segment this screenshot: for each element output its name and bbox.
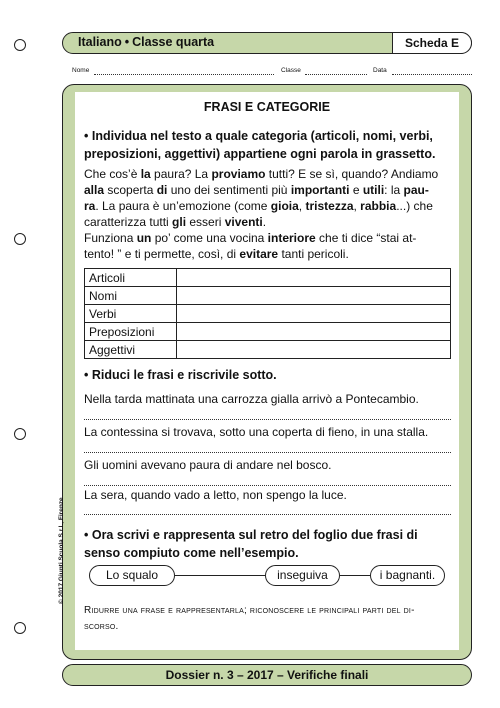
bold-word: gioia: [270, 199, 299, 213]
text-line: [84, 198, 464, 214]
header-subject: Italiano: [78, 35, 122, 49]
text-segment: scoperta: [104, 183, 157, 197]
scheda-label: Scheda E: [392, 32, 472, 54]
exercise1-instruction-line: preposizioni, aggettivi) appartiene ogni parola in grassetto.: [84, 147, 436, 161]
bold-word: viventi: [224, 215, 263, 229]
header-title: [78, 35, 214, 49]
bold-word: importanti: [290, 183, 350, 197]
bold-word: tristezza: [305, 199, 354, 213]
worksheet-title: FRASI E CATEGORIE: [203, 100, 331, 114]
text-segment: ,: [298, 199, 306, 213]
exercise3-instruction-line: senso compiuto come nell’esempio.: [84, 546, 299, 560]
binder-hole-bottom: [14, 622, 26, 634]
objectives-line: Ridurre una frase e rappresentarla; riconoscere le principali parti del di-: [84, 605, 415, 616]
answer-line-4[interactable]: [84, 514, 451, 515]
bold-word: rabbia: [360, 199, 397, 213]
text-segment: : la: [384, 183, 404, 197]
category-label: Nomi: [85, 287, 177, 305]
category-label: Verbi: [85, 305, 177, 323]
category-table: [84, 268, 451, 359]
binder-hole-top: [14, 39, 26, 51]
sentence-4: La sera, quando vado a letto, non spengo la luce.: [84, 488, 347, 502]
copyright-notice: © 2017 Giunti Scuola S.r.l., Firenze: [58, 497, 65, 604]
data-label: Data: [373, 67, 387, 74]
category-label: Aggettivi: [85, 341, 177, 359]
text-segment: caratterizza tutti: [84, 215, 173, 229]
bold-word: gli: [172, 215, 187, 229]
sentence-3: Gli uomini avevano paura di andare nel bosco.: [84, 458, 332, 472]
table-row: [85, 305, 451, 323]
bold-word: interiore: [267, 231, 316, 245]
text-segment: paura? La: [150, 167, 212, 181]
text-segment: po’ come una vocina: [151, 231, 268, 245]
binder-hole-upper-middle: [14, 233, 26, 245]
text-segment: ...) che: [396, 199, 433, 213]
text-segment: tento! ” e ti permette, così, di: [84, 247, 240, 261]
learning-objectives: [84, 603, 459, 635]
category-answer-cell[interactable]: [177, 287, 451, 305]
text-line: [84, 166, 464, 182]
text-line: [84, 246, 464, 262]
bold-word: utili: [362, 183, 385, 197]
text-segment: uno dei sentimenti più: [167, 183, 291, 197]
category-answer-cell[interactable]: [177, 341, 451, 359]
example-verb-pill: inseguiva: [265, 565, 340, 586]
objectives-line: scorso.: [84, 621, 119, 632]
table-row: [85, 287, 451, 305]
answer-line-1[interactable]: [84, 419, 451, 420]
exercise2-instruction: • Riduci le frasi e riscrivile sotto.: [84, 368, 277, 382]
header-class: Classe quarta: [132, 35, 215, 49]
text-line: [84, 182, 464, 198]
exercise1-text: [84, 166, 464, 262]
nome-label: Nome: [72, 67, 90, 74]
text-segment: Funziona: [84, 231, 137, 245]
category-label: Preposizioni: [85, 323, 177, 341]
bold-word: alla: [84, 183, 105, 197]
text-segment: esseri: [186, 215, 225, 229]
data-field[interactable]: [392, 74, 472, 75]
table-row: [85, 323, 451, 341]
bold-word: ra: [84, 199, 96, 213]
bold-word: proviamo: [211, 167, 266, 181]
nome-field[interactable]: [94, 74, 274, 75]
bold-word: un: [136, 231, 152, 245]
category-answer-cell[interactable]: [177, 305, 451, 323]
category-answer-cell[interactable]: [177, 323, 451, 341]
bold-word: di: [156, 183, 168, 197]
text-segment: e: [349, 183, 363, 197]
footer-bar: Dossier n. 3 – 2017 – Verifiche finali: [62, 664, 472, 686]
exercise3-instruction-line: • Ora scrivi e rappresenta sul retro del foglio due frasi di: [84, 528, 418, 542]
bold-word: la: [140, 167, 151, 181]
text-segment: .: [262, 215, 267, 229]
binder-hole-lower-middle: [14, 428, 26, 440]
sentence-2: La contessina si trovava, sotto una coperta di fieno, in una stalla.: [84, 425, 429, 439]
example-object-pill: i bagnanti.: [370, 565, 445, 586]
exercise1-instruction-line: • Individua nel testo a quale categoria (articoli, nomi, verbi,: [84, 129, 433, 143]
sentence-1: Nella tarda mattinata una carrozza gialla arrivò a Pontecambio.: [84, 392, 419, 406]
text-segment: tutti? E se sì, quando? Andiamo: [265, 167, 439, 181]
text-segment: tanti pericoli.: [278, 247, 349, 261]
exercise3-instruction: [84, 526, 418, 562]
category-answer-cell[interactable]: [177, 269, 451, 287]
bold-word: evitare: [239, 247, 279, 261]
header-bullet: •: [124, 35, 130, 49]
classe-field[interactable]: [305, 74, 367, 75]
connector-line: [175, 575, 265, 576]
answer-line-2[interactable]: [84, 452, 451, 453]
classe-label: Classe: [281, 67, 301, 74]
text-segment: . La paura è un’emozione (come: [95, 199, 271, 213]
bold-word: pau-: [403, 183, 429, 197]
connector-line: [340, 575, 370, 576]
example-subject-pill: Lo squalo: [89, 565, 175, 586]
text-line: [84, 214, 464, 230]
answer-line-3[interactable]: [84, 485, 451, 486]
text-segment: che ti dice “stai at-: [315, 231, 417, 245]
table-row: [85, 341, 451, 359]
exercise1-instruction: [84, 127, 435, 163]
table-row: [85, 269, 451, 287]
category-label: Articoli: [85, 269, 177, 287]
text-line: [84, 230, 464, 246]
text-segment: Che cos’è: [84, 167, 141, 181]
text-segment: ,: [353, 199, 361, 213]
